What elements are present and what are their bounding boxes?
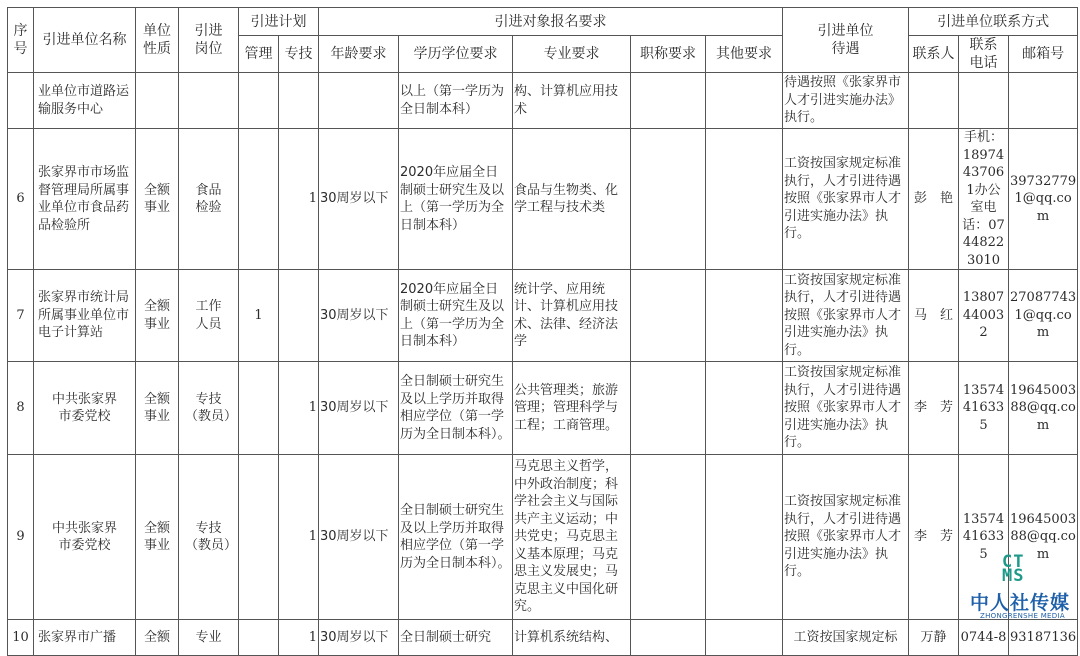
cell-phone: 13574416335: [959, 455, 1009, 620]
cell-seq: [8, 73, 34, 129]
cell-post: 专业: [179, 620, 239, 656]
cell-age: 30周岁以下: [319, 270, 399, 362]
cell-seq: 10: [8, 620, 34, 656]
cell-contact: 李 芳: [909, 455, 959, 620]
cell-other: [706, 362, 783, 455]
header-unit-name: 引进单位名称: [34, 8, 136, 73]
cell-mgmt: [239, 73, 279, 129]
cell-unit-nature: 全额事业: [136, 129, 179, 270]
cell-other: [706, 73, 783, 129]
cell-seq: 6: [8, 129, 34, 270]
table-row: [8, 455, 1078, 620]
cell-title: [631, 270, 706, 362]
recruitment-table: [7, 7, 1078, 656]
cell-education: 全日制硕士研究生及以上学历并取得相应学位（第一学历为全日制本科）。: [399, 362, 513, 455]
cell-major: 统计学、应用统计、计算机应用技术、法律、经济法学: [513, 270, 631, 362]
cell-mgmt: [239, 362, 279, 455]
cell-seq: 9: [8, 455, 34, 620]
cell-contact: 彭 艳: [909, 129, 959, 270]
table-row: [8, 362, 1078, 455]
cell-tech: [279, 73, 319, 129]
table-row: [8, 270, 1078, 362]
table-row: [8, 620, 1078, 656]
cell-unit-name: 业单位市道路运输服务中心: [34, 73, 136, 129]
cell-unit-nature: [136, 73, 179, 129]
cell-post: 食品检验: [179, 129, 239, 270]
cell-major: 构、计算机应用技术: [513, 73, 631, 129]
header-contact-phone: 联系电话: [959, 36, 1009, 73]
cell-email: 93187136: [1009, 620, 1078, 656]
cell-mgmt: 1: [239, 270, 279, 362]
cell-phone: 0744-8: [959, 620, 1009, 656]
cell-tech: 1: [279, 620, 319, 656]
cell-unit-nature: 全额事业: [136, 270, 179, 362]
header-education: 学历学位要求: [399, 36, 513, 73]
cell-major: 计算机系统结构、: [513, 620, 631, 656]
header-requirements: 引进对象报名要求: [319, 8, 783, 36]
cell-contact: 万静: [909, 620, 959, 656]
cell-other: [706, 455, 783, 620]
cell-post: 专技（教员）: [179, 362, 239, 455]
cell-contact: [909, 73, 959, 129]
cell-unit-name: 张家界市广播: [34, 620, 136, 656]
cell-treatment: 待遇按照《张家界市人才引进实施办法》执行。: [783, 73, 909, 129]
cell-seq: 8: [8, 362, 34, 455]
header-plan-tech: 专技: [279, 36, 319, 73]
header-contact-group: 引进单位联系方式: [909, 8, 1078, 36]
header-plan: 引进计划: [239, 8, 319, 36]
cell-phone: 手机：18974437061办公室电话：07448223010: [959, 129, 1009, 270]
header-post: 引进岗位: [179, 8, 239, 73]
cell-age: 30周岁以下: [319, 129, 399, 270]
cell-treatment: 工资按国家规定标准执行，人才引进待遇按照《张家界市人才引进实施办法》执行。: [783, 129, 909, 270]
cell-title: [631, 455, 706, 620]
cell-post: [179, 73, 239, 129]
cell-seq: 7: [8, 270, 34, 362]
cell-education: 以上（第一学历为全日制本科）: [399, 73, 513, 129]
cell-unit-name: 张家界市统计局所属事业单位市电子计算站: [34, 270, 136, 362]
cell-phone: 13574416335: [959, 362, 1009, 455]
watermark-name-en: ZHONGRENSHE MEDIA: [980, 612, 1065, 620]
cell-contact: 马 红: [909, 270, 959, 362]
cell-unit-name: 中共张家界市委党校: [34, 362, 136, 455]
cell-mgmt: [239, 620, 279, 656]
header-email: 邮箱号: [1009, 36, 1078, 73]
cell-phone: [959, 73, 1009, 129]
cell-tech: [279, 270, 319, 362]
header-age: 年龄要求: [319, 36, 399, 73]
cell-age: 30周岁以下: [319, 620, 399, 656]
cell-unit-nature: 全额事业: [136, 362, 179, 455]
cell-treatment: 工资按国家规定标准执行，人才引进待遇按照《张家界市人才引进实施办法》执行。: [783, 362, 909, 455]
cell-other: [706, 620, 783, 656]
cell-major: 马克思主义哲学，中外政治制度；科学社会主义与国际共产主义运动；中共党史；马克思主义基本原理；马克思主义发展史；马克思主义中国化研究。: [513, 455, 631, 620]
cell-education: 2020年应届全日制硕士研究生及以上（第一学历为全日制本科）: [399, 270, 513, 362]
cell-email: 1964500388@qq.com: [1009, 455, 1078, 620]
cell-unit-name: 张家界市市场监督管理局所属事业单位市食品药品检验所: [34, 129, 136, 270]
header-major: 专业要求: [513, 36, 631, 73]
table-row: [8, 129, 1078, 270]
cell-age: 30周岁以下: [319, 455, 399, 620]
cell-other: [706, 270, 783, 362]
watermark-name-cn: 中人社传媒: [970, 592, 1071, 614]
cell-major: 公共管理类；旅游管理；管理科学与工程；工商管理。: [513, 362, 631, 455]
cell-title: [631, 73, 706, 129]
cell-title: [631, 362, 706, 455]
header-contact-person: 联系人: [909, 36, 959, 73]
cell-unit-nature: 全额: [136, 620, 179, 656]
cell-mgmt: [239, 455, 279, 620]
cell-treatment: 工资按国家规定标: [783, 620, 909, 656]
header-row-1: [8, 8, 1078, 36]
cell-education: 2020年应届全日制硕士研究生及以上（第一学历为全日制本科）: [399, 129, 513, 270]
cell-email: [1009, 73, 1078, 129]
cell-age: 30周岁以下: [319, 362, 399, 455]
cell-age: [319, 73, 399, 129]
header-unit-nature: 单位性质: [136, 8, 179, 73]
cell-education: 全日制硕士研究生及以上学历并取得相应学位（第一学历为全日制本科）。: [399, 455, 513, 620]
cell-tech: 1: [279, 129, 319, 270]
cell-unit-name: 中共张家界市委党校: [34, 455, 136, 620]
cell-email: 1964500388@qq.com: [1009, 362, 1078, 455]
cell-post: 专技（教员）: [179, 455, 239, 620]
cell-email: 270877431@qq.com: [1009, 270, 1078, 362]
header-seq: 序号: [8, 8, 34, 73]
cell-treatment: 工资按国家规定标准执行，人才引进待遇按照《张家界市人才引进实施办法》执行。: [783, 455, 909, 620]
cell-title: [631, 620, 706, 656]
cell-mgmt: [239, 129, 279, 270]
cell-unit-nature: 全额事业: [136, 455, 179, 620]
header-plan-mgmt: 管理: [239, 36, 279, 73]
watermark-logo-text: CT MS: [1002, 552, 1025, 586]
header-treatment: 引进单位待遇: [783, 8, 909, 73]
cell-major: 食品与生物类、化学工程与技术类: [513, 129, 631, 270]
cell-contact: 李 芳: [909, 362, 959, 455]
table-row: [8, 73, 1078, 129]
cell-tech: 1: [279, 455, 319, 620]
cell-education: 全日制硕士研究: [399, 620, 513, 656]
header-other: 其他要求: [706, 36, 783, 73]
cell-post: 工作人员: [179, 270, 239, 362]
cell-email: 397327791@qq.com: [1009, 129, 1078, 270]
cell-tech: 1: [279, 362, 319, 455]
header-title: 职称要求: [631, 36, 706, 73]
cell-title: [631, 129, 706, 270]
cell-phone: 13807440032: [959, 270, 1009, 362]
cell-treatment: 工资按国家规定标准执行，人才引进待遇按照《张家界市人才引进实施办法》执行。: [783, 270, 909, 362]
cell-other: [706, 129, 783, 270]
